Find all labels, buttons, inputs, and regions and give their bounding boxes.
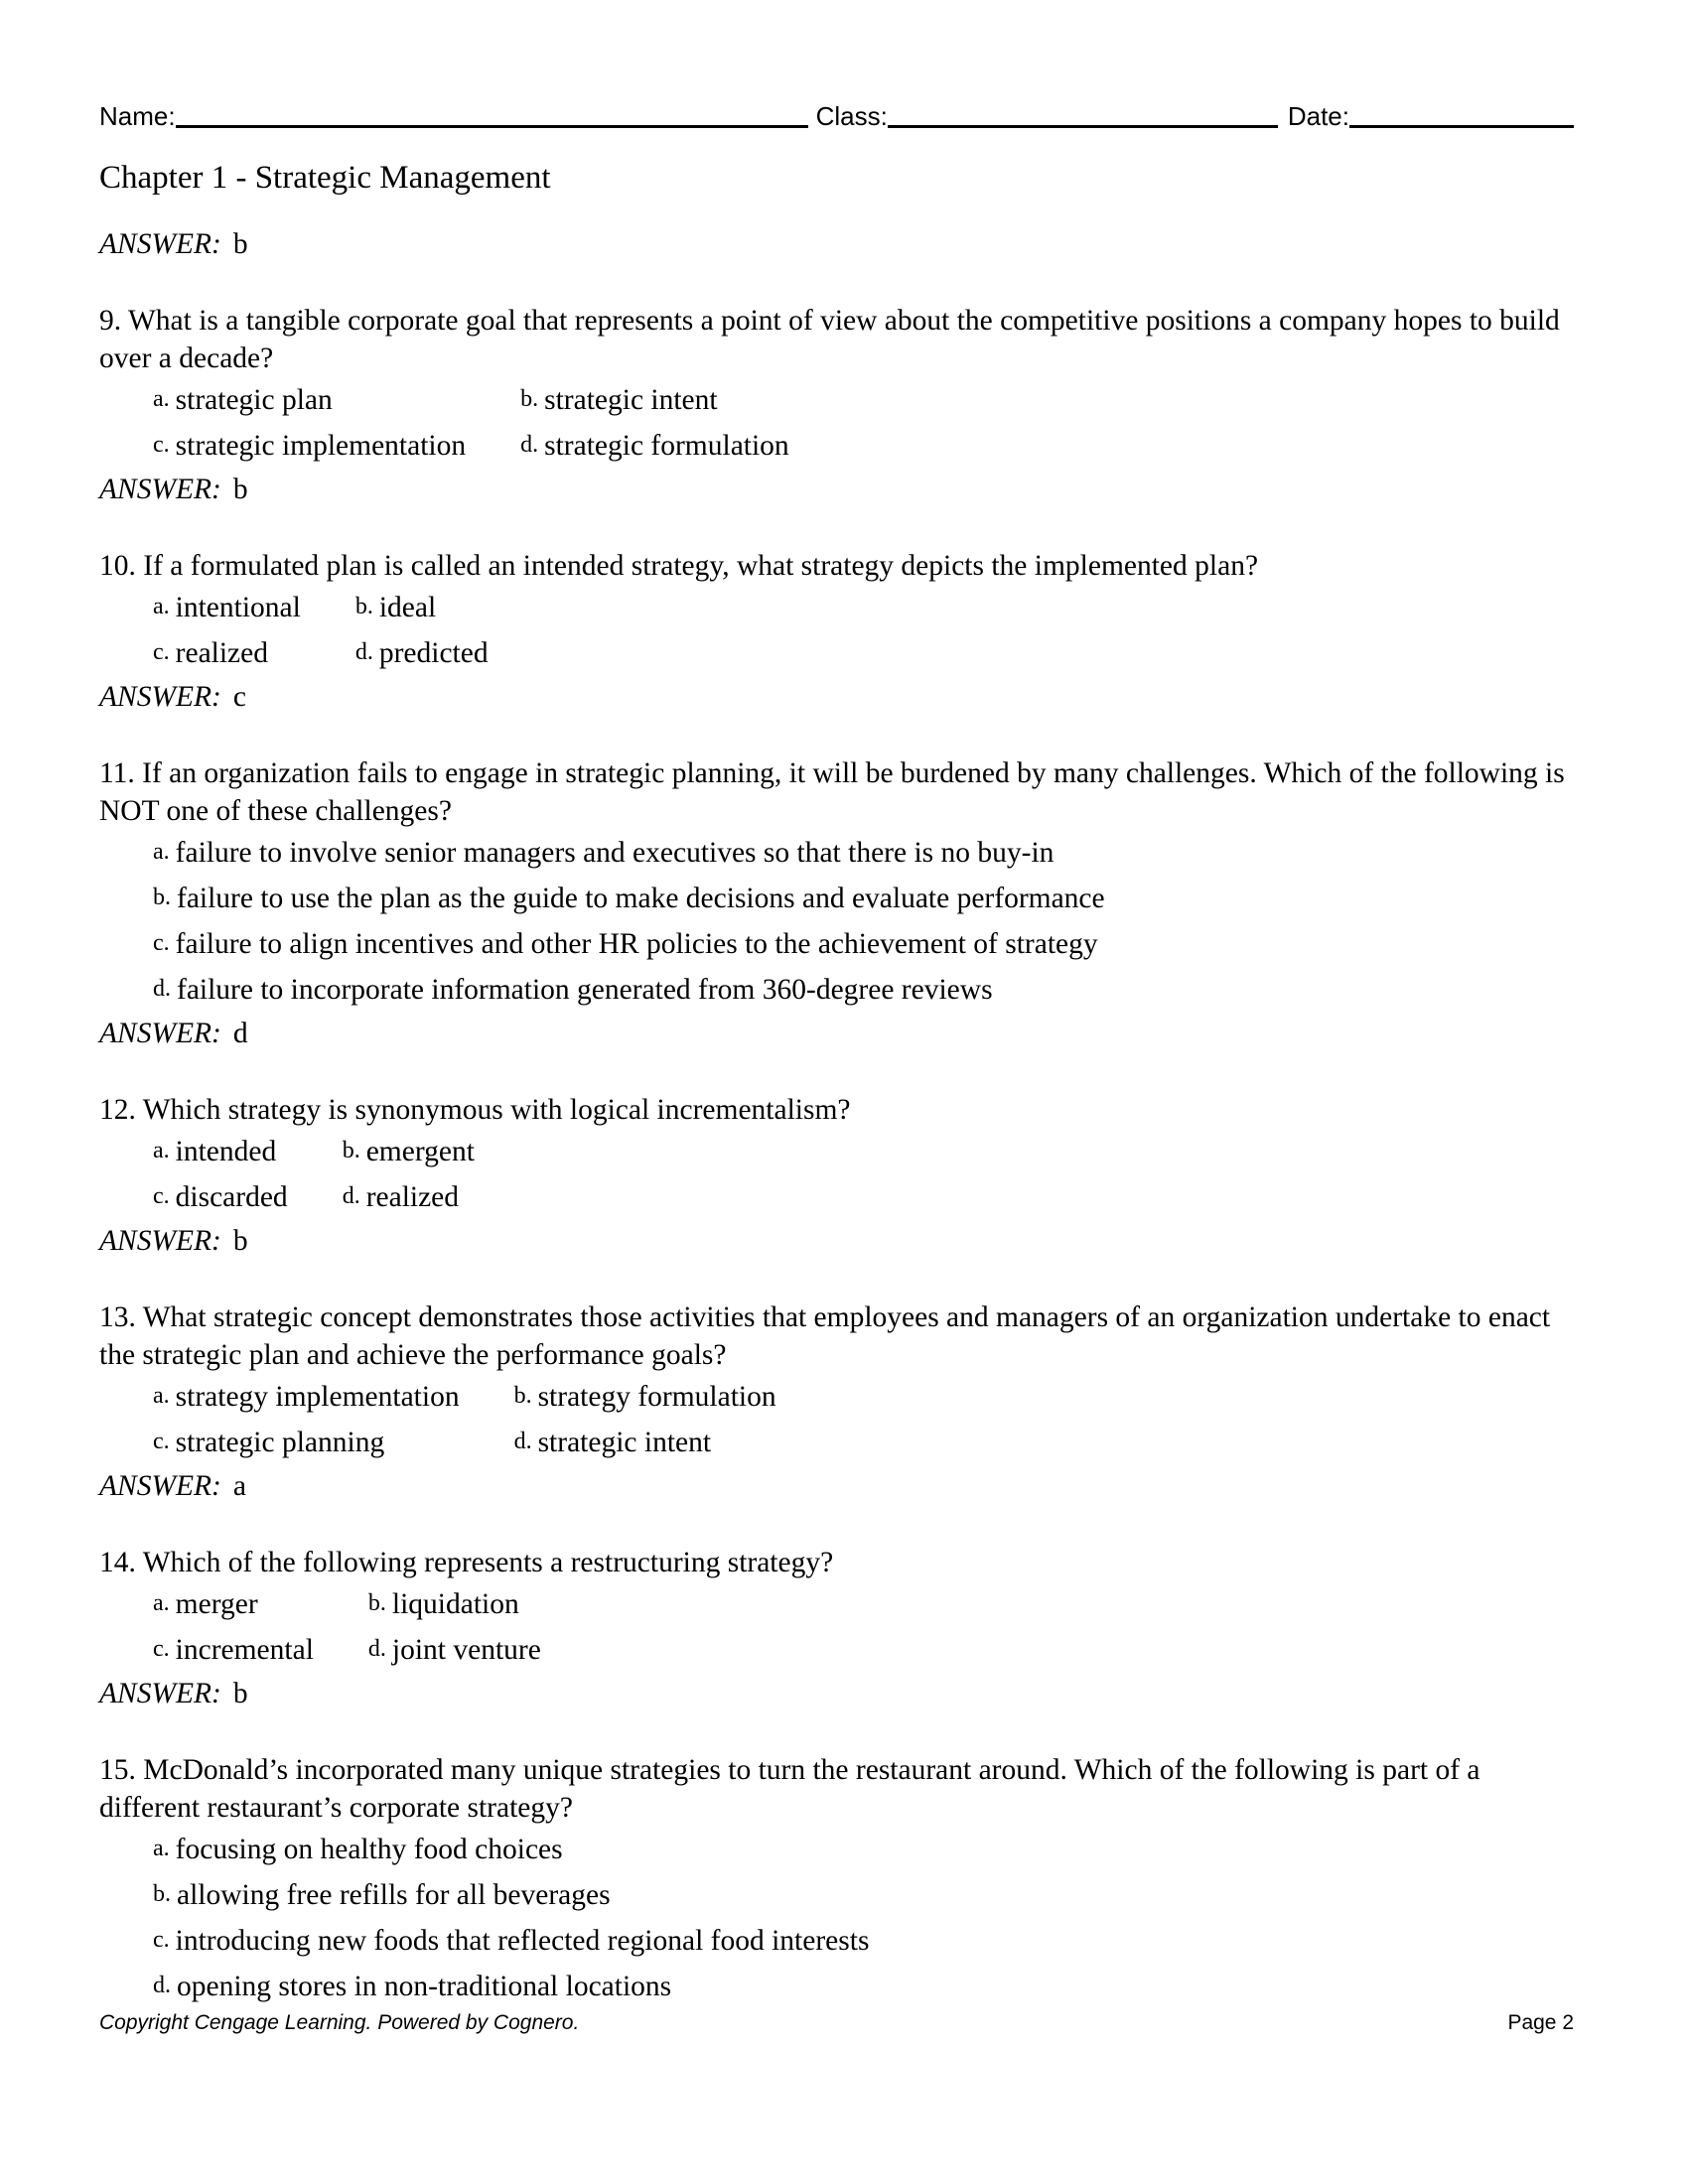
option-b xyxy=(514,1374,776,1420)
page-footer xyxy=(99,2011,1574,2035)
option-letter: b. xyxy=(153,1881,171,1907)
option-letter: b. xyxy=(354,594,373,619)
option-letter: d. xyxy=(342,1183,360,1209)
date-field-line xyxy=(1349,125,1574,128)
answer-value: d xyxy=(232,1018,248,1049)
option-letter: b. xyxy=(153,885,171,910)
option-a xyxy=(153,585,301,630)
option-text: liquidation xyxy=(391,1588,519,1620)
answer-value: b xyxy=(232,474,248,505)
option-letter: a. xyxy=(153,1138,170,1163)
option-b xyxy=(153,876,1105,921)
question-text: 12. Which strategy is synonymous with logical incrementalism? xyxy=(99,1094,851,1126)
question-block xyxy=(99,1298,1584,1507)
option-text: strategy formulation xyxy=(537,1381,776,1413)
option-d xyxy=(153,967,1105,1013)
option-letter: b. xyxy=(342,1138,360,1163)
option-text: failure to incorporate information generated from 360-degree reviews xyxy=(177,974,993,1006)
option-text: realized xyxy=(365,1181,460,1213)
options-list xyxy=(153,830,1584,1013)
name-label: Name: xyxy=(99,101,176,131)
option-b xyxy=(343,1129,475,1174)
option-text: emergent xyxy=(365,1136,475,1167)
option-letter: a. xyxy=(153,1590,170,1616)
option-letter: c. xyxy=(153,1927,170,1953)
option-text: allowing free refills for all beverages xyxy=(177,1879,611,1911)
option-b xyxy=(368,1581,541,1627)
option-letter: d. xyxy=(354,639,373,665)
answer-line xyxy=(99,1013,1584,1054)
option-a xyxy=(153,1129,288,1174)
option-c xyxy=(153,921,1105,967)
document-body xyxy=(99,157,1584,2009)
option-d xyxy=(514,1420,776,1465)
option-letter: c. xyxy=(153,930,170,956)
answer-line xyxy=(99,1465,1584,1507)
option-text: strategic intent xyxy=(537,1427,712,1458)
question-block xyxy=(99,1751,1584,2009)
student-info-header xyxy=(99,95,1574,131)
option-text: strategic plan xyxy=(175,384,333,416)
copyright-text: Copyright Cengage Learning. Powered by Cognero. xyxy=(99,2011,580,2034)
question-text: 13. What strategic concept demonstrates those activities that employees and managers of an organization undertake to enact the strategic plan and achieve the performance goals? xyxy=(99,1301,1551,1371)
option-text: merger xyxy=(175,1588,258,1620)
option-letter: d. xyxy=(153,976,171,1002)
answer-label: ANSWER: xyxy=(99,1225,221,1257)
question-block xyxy=(99,302,1584,510)
name-field-line xyxy=(176,125,808,128)
answer-value: b xyxy=(232,1678,248,1709)
options-list xyxy=(153,585,1584,676)
option-c xyxy=(153,423,466,469)
question-block xyxy=(99,1544,1584,1714)
question-text: 14. Which of the following represents a restructuring strategy? xyxy=(99,1547,834,1578)
answer-line xyxy=(99,676,1584,718)
answer-value: b xyxy=(232,228,248,260)
option-letter: a. xyxy=(153,386,170,412)
option-letter: b. xyxy=(513,1383,532,1409)
question-text: 9. What is a tangible corporate goal that represents a point of view about the competitive positions a company hopes to build over a decade? xyxy=(99,305,1560,374)
option-b xyxy=(355,585,489,630)
option-text: joint venture xyxy=(391,1634,541,1666)
option-text: failure to involve senior managers and executives so that there is no buy-in xyxy=(175,837,1055,869)
options-list xyxy=(153,377,1584,469)
class-label: Class: xyxy=(815,101,888,131)
option-c xyxy=(153,1420,460,1465)
options-list xyxy=(153,1129,1584,1220)
option-text: strategic intent xyxy=(544,384,718,416)
option-text: incremental xyxy=(175,1634,314,1666)
option-letter: d. xyxy=(520,432,539,458)
option-c xyxy=(153,630,301,676)
option-a xyxy=(153,1581,314,1627)
option-text: intended xyxy=(175,1136,277,1167)
options-list xyxy=(153,1581,1584,1673)
question-text: 11. If an organization fails to engage in strategic planning, it will be burdened by many challenges. Which of the following is NOT one of these challenges? xyxy=(99,757,1565,827)
option-d xyxy=(343,1174,475,1220)
question-block xyxy=(99,1091,1584,1262)
option-text: strategic planning xyxy=(175,1427,385,1458)
option-c xyxy=(153,1918,869,1964)
chapter-title: Chapter 1 - Strategic Management xyxy=(99,160,551,196)
answer-line xyxy=(99,469,1584,510)
answer-value: b xyxy=(232,1225,248,1257)
answer-label: ANSWER: xyxy=(99,228,221,260)
answer-line xyxy=(99,1220,1584,1262)
option-b xyxy=(520,377,789,423)
page-number: Page 2 xyxy=(1507,2011,1574,2034)
answer-label: ANSWER: xyxy=(99,1470,221,1502)
answer-value: c xyxy=(232,681,246,713)
answer-line xyxy=(99,223,1584,265)
option-letter: a. xyxy=(153,1836,170,1861)
option-c xyxy=(153,1627,314,1673)
option-b xyxy=(153,1872,869,1918)
option-letter: a. xyxy=(153,839,170,865)
option-text: strategic formulation xyxy=(544,430,789,462)
option-c xyxy=(153,1174,288,1220)
option-letter: b. xyxy=(520,386,539,412)
question-block xyxy=(99,547,1584,718)
option-letter: c. xyxy=(153,1183,170,1209)
option-d xyxy=(368,1627,541,1673)
option-text: intentional xyxy=(175,592,301,623)
option-d xyxy=(153,1964,869,2009)
option-text: focusing on healthy food choices xyxy=(175,1834,563,1865)
option-letter: c. xyxy=(153,639,170,665)
question-text: 15. McDonald’s incorporated many unique strategies to turn the restaurant around. Which of the following is part of a different restaurant’s corporate strategy? xyxy=(99,1754,1480,1824)
answer-line xyxy=(99,1673,1584,1714)
option-letter: c. xyxy=(153,1429,170,1454)
answer-label: ANSWER: xyxy=(99,681,221,713)
option-a xyxy=(153,1827,869,1872)
option-text: discarded xyxy=(175,1181,288,1213)
option-letter: c. xyxy=(153,1636,170,1662)
option-text: opening stores in non-traditional locations xyxy=(177,1971,672,2002)
option-text: strategy implementation xyxy=(175,1381,460,1413)
option-d xyxy=(355,630,489,676)
options-list xyxy=(153,1374,1584,1465)
date-label: Date: xyxy=(1287,101,1349,131)
option-letter: c. xyxy=(153,432,170,458)
answer-label: ANSWER: xyxy=(99,474,221,505)
option-a xyxy=(153,830,1105,876)
option-d xyxy=(520,423,789,469)
option-text: introducing new foods that reflected regional food interests xyxy=(175,1925,870,1957)
answer-label: ANSWER: xyxy=(99,1018,221,1049)
option-text: ideal xyxy=(378,592,437,623)
option-letter: b. xyxy=(367,1590,386,1616)
option-text: failure to align incentives and other HR policies to the achievement of strategy xyxy=(175,928,1098,960)
option-text: strategic implementation xyxy=(175,430,467,462)
question-block xyxy=(99,754,1584,1054)
answer-label: ANSWER: xyxy=(99,1678,221,1709)
option-letter: a. xyxy=(153,1383,170,1409)
options-list xyxy=(153,1827,1584,2009)
option-letter: d. xyxy=(513,1429,532,1454)
option-a xyxy=(153,1374,460,1420)
option-text: predicted xyxy=(378,637,489,669)
option-text: failure to use the plan as the guide to make decisions and evaluate performance xyxy=(177,883,1105,914)
option-text: realized xyxy=(175,637,268,669)
class-field-line xyxy=(888,125,1278,128)
option-a xyxy=(153,377,466,423)
option-letter: d. xyxy=(153,1973,171,1998)
question-text: 10. If a formulated plan is called an intended strategy, what strategy depicts the implemented plan? xyxy=(99,550,1259,582)
answer-value: a xyxy=(232,1470,246,1502)
option-letter: a. xyxy=(153,594,170,619)
option-letter: d. xyxy=(367,1636,386,1662)
